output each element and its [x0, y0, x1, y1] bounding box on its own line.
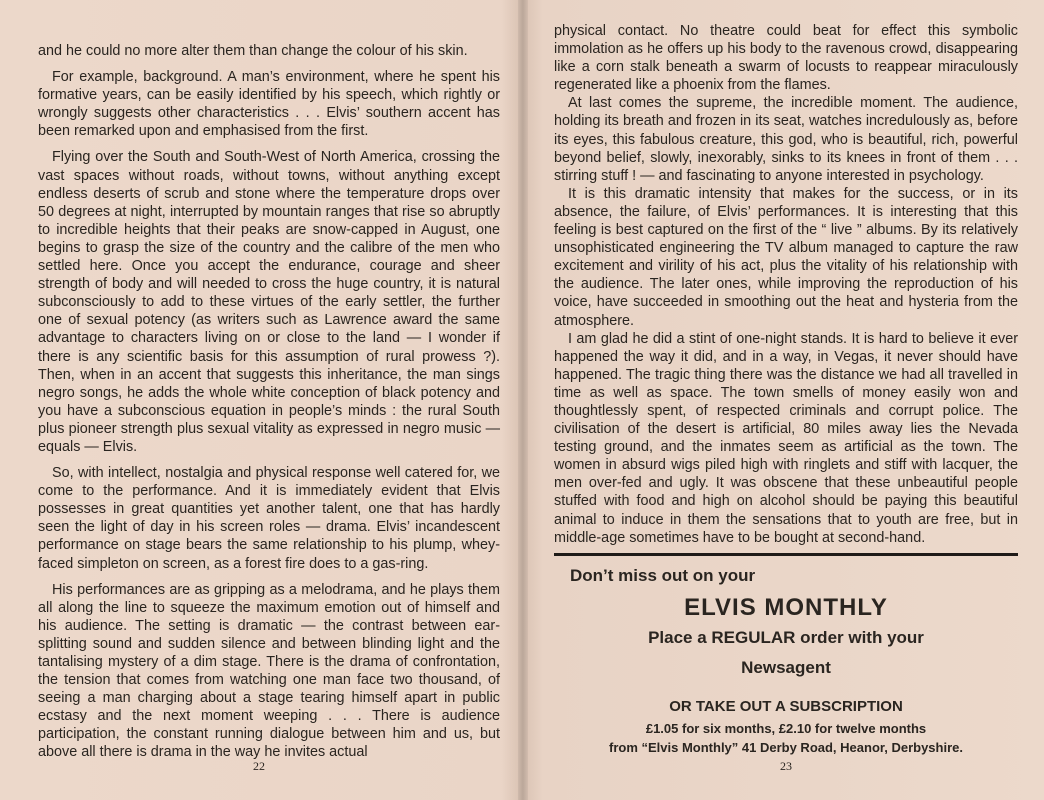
ad-order-line: Place a REGULAR order with your — [648, 627, 924, 647]
paragraph: I am glad he did a stint of one-night stands. It is hard to believe it ever happened the way it did, and in a way, in Vegas, it never should have happened. The tragic thing there was the distance we had all travelled in time as well as space. The town smells of money easily won and thoughtlessly spent, of respected criminals and corrupt police. The civilisation of the desert is artificial, 80 miles away lies the Nevada testing ground, and the inmates seem as artificial as the town. The women in absurd wigs piled high with ringlets and stiff with lacquer, the men over-fed and ugly. It was obscene that these unbeautiful people stuffed with food and high on alcohol should be paying this beautiful animal to induce in them the sensations that to youth are free, but in middle-age sometimes have to be bought at second-hand. — [554, 330, 1018, 546]
ad-address: from “Elvis Monthly” 41 Derby Road, Heanor, Derbyshire. — [609, 739, 963, 755]
subscription-advert — [554, 566, 1018, 755]
page-gutter — [518, 0, 528, 800]
paragraph: It is this dramatic intensity that makes for the success, or in its absence, the failure, of Elvis’ performances. It is interesting that this feeling is best captured on the first of the “ live ” albums. By its relatively unsophisticated engineering the TV album managed to capture the raw excitement and virility of his act, plus the vitality of his relationship with the audience. The later ones, while improving the reproduction of his voice, have succeeded in smoothing out the heat and hysteria from the atmosphere. — [554, 185, 1018, 329]
paragraph: For example, background. A man’s environment, where he spent his formative years, can be easily identified by his speech, which rightly or wrongly suggests other characteristics . . . Elvis’ southern accent has been remarked upon and emphasised from the first. — [38, 69, 500, 140]
ad-subscription-heading: OR TAKE OUT A SUBSCRIPTION — [669, 697, 903, 715]
paragraph: Flying over the South and South-West of North America, crossing the vast spaces without roads, without towns, without anything except endless deserts of scrub and stone where the temperature drops over 50 degrees at night, interrupted by mountain ranges that rise so abruptly to incredible heights that their peaks are snow-capped in August, one begins to grasp the size of the country and the calibre of the men who settled here. Once you accept the endurance, courage and sheer strength of body and will needed to cross the huge country, it is natural subconsciously to add to these virtues of the early settler, the further one of sexual potency (as writers such as Lawrence award the same advantage to characters living on or close to the land — I wonder if there is any scientific basis for this assumption of rural prowess ?). Then, when in an accent that suggests this inheritance, the man sings negro songs, he adds the whole white conception of black potency and you have a subconscious equation in people’s minds : the rural South plus pioneer strength plus sexual vitality as expressed in negro music — equals — Elvis. — [38, 149, 500, 455]
right-page — [528, 0, 1044, 800]
page-number-left: 22 — [253, 759, 265, 773]
left-page — [0, 0, 518, 800]
paragraph: At last comes the supreme, the incredible moment. The audience, holding its breath and frozen in its seat, watches incredulously as, before its eyes, this fabulous creature, this god, who is beautiful, rich, powerful beyond belief, slowly, inexorably, sinks to its knees in front of them . . . stirring stuff ! — and fascinating to anyone interested in psychology. — [554, 95, 1018, 184]
paragraph: and he could no more alter them than change the colour of his skin. — [38, 43, 468, 59]
divider-rule — [554, 553, 1018, 556]
ad-tagline: Don’t miss out on your — [570, 565, 756, 585]
left-article-text — [38, 42, 500, 762]
paragraph: physical contact. No theatre could beat for effect this symbolic immolation as he offers up his body to the ravenous crowd, disappearing like a corn stalk beneath a swarm of locusts to reappear miraculously regenerated like a phoenix from the flames. — [554, 23, 1018, 94]
ad-title: ELVIS MONTHLY — [684, 593, 888, 621]
ad-prices: £1.05 for six months, £2.10 for twelve months — [645, 720, 927, 736]
paragraph: So, with intellect, nostalgia and physical response well catered for, we come to the performance. And it is immediately evident that Elvis possesses in great quantities yet another talent, one that has hardly seen the light of day in his screen roles — drama. Elvis’ incandescent performance on stage bears the same relationship to his plump, whey-faced simpleton on screen, as a forest fire does to a gas-ring. — [38, 465, 500, 572]
right-article-text — [554, 22, 1018, 547]
page-number-right: 23 — [780, 759, 792, 773]
paragraph: His performances are as gripping as a melodrama, and he plays them all along the line to squeeze the maximum emotion out of himself and his audience. The setting is dramatic — the contrast between ear-splitting sound and sudden silence and between blinding light and the tantalising mystery of a dim stage. There is the drama of confrontation, the tension that comes from watching one man face two thousand, of seeing a man charging about a stage tearing himself apart in public ecstasy and the next moment weeping . . . There is audience participation, the constant running dialogue between him and us, but above all there is drama in the way he invites actual — [38, 581, 500, 761]
ad-newsagent: Newsagent — [741, 657, 831, 677]
